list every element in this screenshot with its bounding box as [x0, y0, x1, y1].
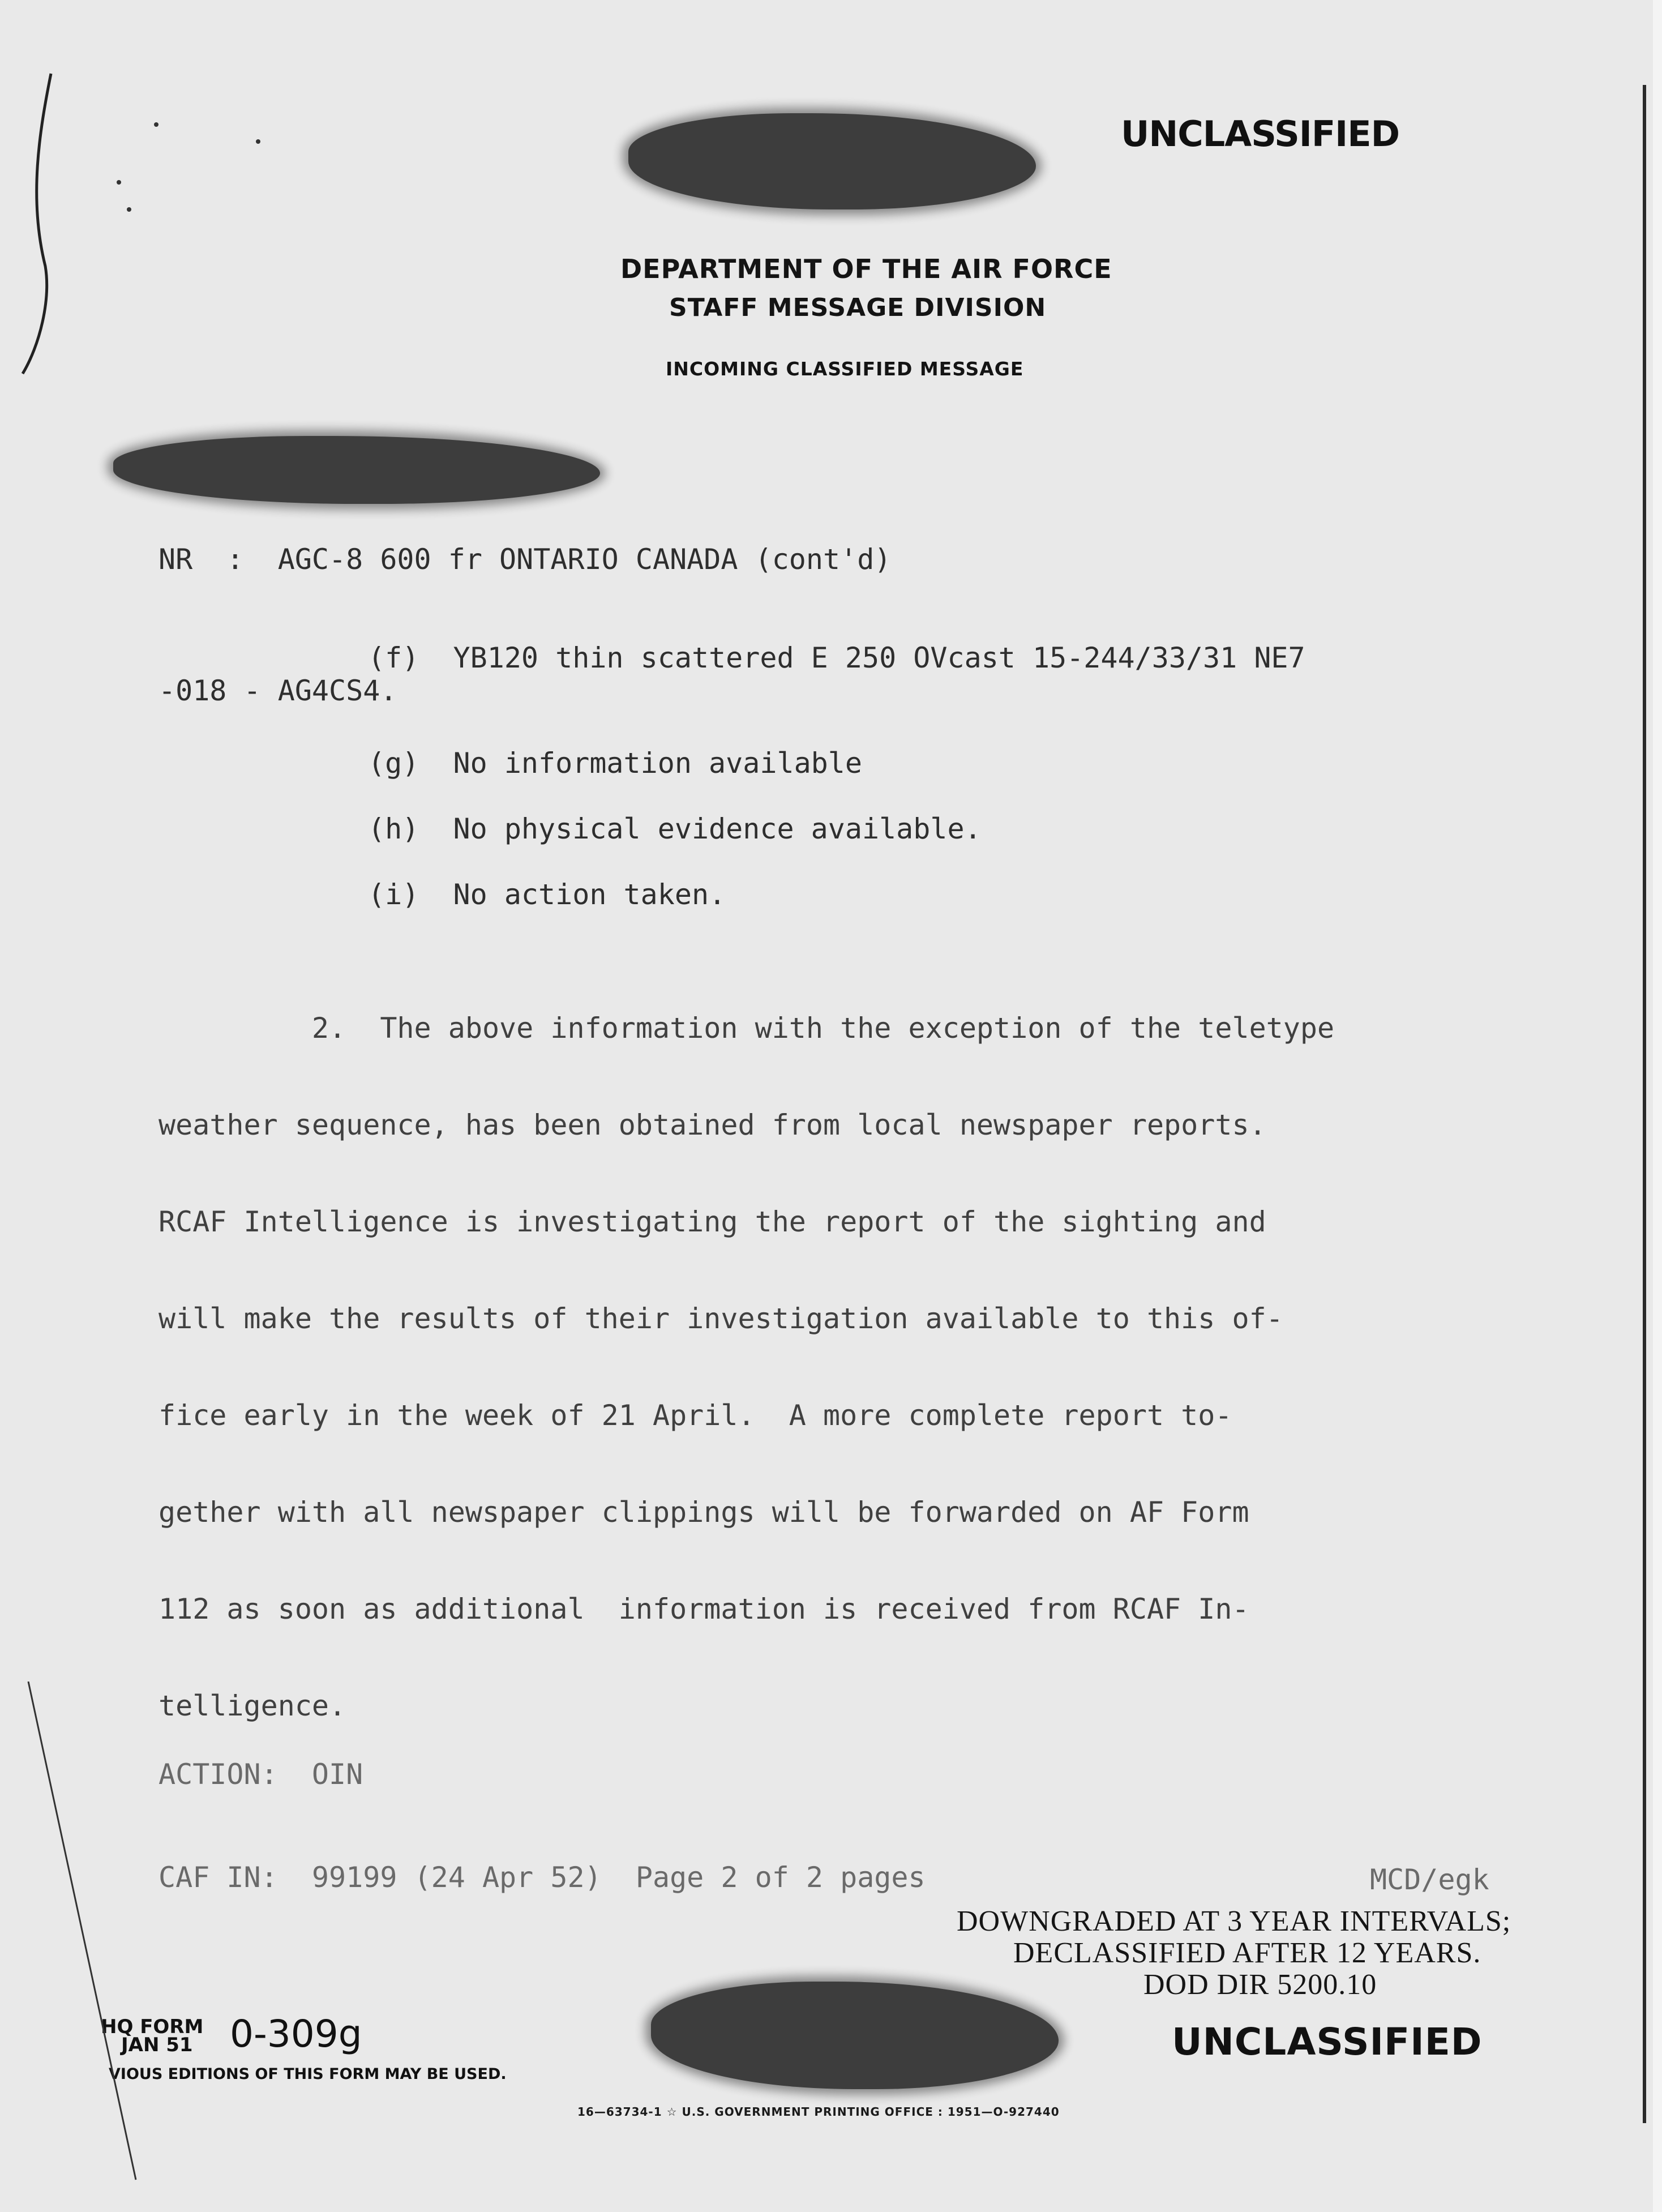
form-number: 0-309g: [230, 2012, 362, 2056]
message-number-line: NR : AGC-8 600 fr ONTARIO CANADA (cont'd): [159, 543, 892, 576]
item-i: (i) No action taken.: [368, 878, 726, 911]
caf-in-line: CAF IN: 99199 (24 Apr 52) Page 2 of 2 pages: [159, 1861, 926, 1894]
speck: [154, 122, 159, 127]
form-label-line: HQ FORM: [101, 2016, 204, 2038]
initials: MCD/egk: [1370, 1863, 1489, 1896]
speck: [127, 207, 131, 212]
paragraph-line: telligence.: [159, 1689, 346, 1722]
item-g: (g) No information available: [368, 747, 862, 780]
speck: [117, 180, 121, 185]
downgrade-notice-1: DOWNGRADED AT 3 YEAR INTERVALS;: [957, 1905, 1511, 1937]
paragraph-line: 2. The above information with the exception of the teletype: [159, 1012, 1335, 1045]
paragraph-line: RCAF Intelligence is investigating the report of the sighting and: [159, 1205, 1266, 1238]
page-margin: [1653, 0, 1662, 2212]
action-line: ACTION: OIN: [159, 1758, 363, 1791]
paragraph-2: [159, 948, 1334, 1787]
binding-mark: [17, 62, 57, 379]
message-type-heading: INCOMING CLASSIFIED MESSAGE: [666, 358, 1024, 380]
paragraph-line: will make the results of their investigation available to this of-: [159, 1302, 1283, 1335]
item-f-line-2: -018 - AG4CS4.: [159, 674, 397, 707]
item-h: (h) No physical evidence available.: [368, 812, 982, 845]
downgrade-notice-2: DECLASSIFIED AFTER 12 YEARS.: [1013, 1937, 1481, 1969]
redaction-bottom-stamp: [651, 1982, 1059, 2089]
speck: [256, 139, 260, 144]
downgrade-notice-3: DOD DIR 5200.10: [1143, 1969, 1377, 2001]
classification-marking-top: UNCLASSIFIED: [1121, 113, 1400, 155]
redaction-address: [113, 436, 600, 504]
department-heading: DEPARTMENT OF THE AIR FORCE: [620, 254, 1112, 284]
printing-office-line: 16—63734-1 ☆ U.S. GOVERNMENT PRINTING OFFICE : 1951—O-927440: [577, 2105, 1060, 2119]
paragraph-line: gether with all newspaper clippings will be forwarded on AF Form: [159, 1496, 1249, 1529]
division-heading: STAFF MESSAGE DIVISION: [669, 293, 1047, 322]
form-label-line: JAN 51: [121, 2034, 193, 2056]
fold-line: [23, 1682, 147, 2191]
item-f-line-1: (f) YB120 thin scattered E 250 OVcast 15-244/33/31 NE7: [368, 641, 1305, 674]
redaction-top-stamp: [628, 113, 1036, 209]
paragraph-line: fice early in the week of 21 April. A more complete report to-: [159, 1399, 1232, 1432]
paragraph-line: weather sequence, has been obtained from local newspaper reports.: [159, 1109, 1266, 1141]
classification-marking-bottom: UNCLASSIFIED: [1172, 2020, 1483, 2064]
page-edge-line: [1643, 85, 1646, 2123]
paragraph-line: 112 as soon as additional information is received from RCAF In-: [159, 1593, 1249, 1625]
previous-editions-note: VIOUS EDITIONS OF THIS FORM MAY BE USED.: [109, 2065, 507, 2083]
